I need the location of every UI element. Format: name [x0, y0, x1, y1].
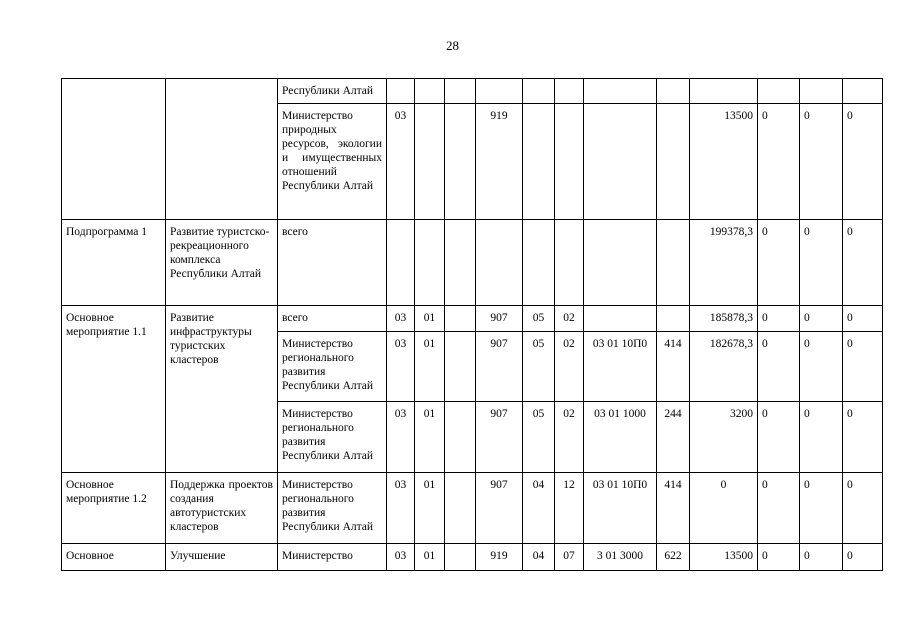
program-code-cell: 03 — [387, 473, 415, 544]
subprogram-code-cell: 01 — [415, 473, 445, 544]
value-cell: 0 — [800, 402, 843, 473]
target-article-cell: 03 01 10П0 — [584, 332, 657, 402]
grbs-cell: 919 — [476, 544, 523, 571]
table-cell — [758, 79, 800, 104]
value-cell: 0 — [843, 473, 883, 544]
expense-type-cell: 244 — [657, 402, 690, 473]
target-article-cell: 03 01 1000 — [584, 402, 657, 473]
section-cell — [523, 220, 555, 306]
program-code-cell: 03 — [387, 104, 415, 220]
grbs-cell: 907 — [476, 473, 523, 544]
event-code-cell — [445, 104, 476, 220]
table-cell — [415, 79, 445, 104]
table-cell — [166, 79, 278, 220]
target-article-cell — [584, 306, 657, 332]
subsection-cell: 12 — [555, 473, 584, 544]
subprogram-code-cell: 01 — [415, 544, 445, 571]
table-row — [62, 220, 883, 306]
name-cell: Улучшение — [166, 544, 278, 571]
section-cell: 05 — [523, 306, 555, 332]
status-cell: Основное мероприятие 1.2 — [62, 473, 166, 544]
expense-type-cell: 622 — [657, 544, 690, 571]
subprogram-code-cell: 01 — [415, 402, 445, 473]
grbs-cell: 907 — [476, 402, 523, 473]
table-cell — [657, 79, 690, 104]
grbs-cell: 907 — [476, 306, 523, 332]
table-cell — [387, 79, 415, 104]
amount-cell: 199378,3 — [690, 220, 758, 306]
section-cell: 04 — [523, 544, 555, 571]
value-cell: 0 — [758, 306, 800, 332]
expense-type-cell: 414 — [657, 473, 690, 544]
event-code-cell — [445, 332, 476, 402]
table-cell — [445, 79, 476, 104]
expense-type-cell — [657, 220, 690, 306]
value-cell: 0 — [758, 402, 800, 473]
table-cell — [690, 79, 758, 104]
table-cell — [62, 79, 166, 220]
status-cell: Подпрограмма 1 — [62, 220, 166, 306]
table-cell — [476, 79, 523, 104]
subsection-cell: 02 — [555, 306, 584, 332]
status-cell: Основное мероприятие 1.1 — [62, 306, 166, 473]
executor-cell: Министерство регионального развития Республики Алтай — [278, 332, 387, 402]
event-code-cell — [445, 220, 476, 306]
event-code-cell — [445, 306, 476, 332]
executor-cell: Министерство природных ресурсов, экологии и имущественных отношений Республики Алтай — [278, 104, 387, 220]
name-cell: Развитие инфраструктуры туристских кластеров — [166, 306, 278, 473]
grbs-cell: 907 — [476, 332, 523, 402]
grbs-cell — [476, 220, 523, 306]
expense-type-cell: 414 — [657, 332, 690, 402]
value-cell: 0 — [758, 104, 800, 220]
table-cell — [523, 79, 555, 104]
table-cell — [800, 79, 843, 104]
executor-cell: Республики Алтай — [278, 79, 387, 104]
subsection-cell: 02 — [555, 402, 584, 473]
value-cell: 0 — [843, 332, 883, 402]
value-cell: 0 — [800, 306, 843, 332]
value-cell: 0 — [758, 544, 800, 571]
value-cell: 0 — [800, 544, 843, 571]
table-row — [62, 79, 883, 104]
value-cell: 0 — [758, 220, 800, 306]
budget-table — [61, 78, 883, 571]
section-cell: 04 — [523, 473, 555, 544]
program-code-cell — [387, 220, 415, 306]
page-number: 28 — [446, 38, 459, 53]
subprogram-code-cell — [415, 220, 445, 306]
table-row — [62, 544, 883, 571]
subsection-cell: 07 — [555, 544, 584, 571]
subprogram-code-cell — [415, 104, 445, 220]
value-cell: 0 — [843, 544, 883, 571]
grbs-cell: 919 — [476, 104, 523, 220]
target-article-cell — [584, 104, 657, 220]
program-code-cell: 03 — [387, 332, 415, 402]
table-cell — [584, 79, 657, 104]
name-cell: Развитие туристско-рекреационного комплекса Республики Алтай — [166, 220, 278, 306]
value-cell: 0 — [843, 306, 883, 332]
program-code-cell: 03 — [387, 544, 415, 571]
executor-cell: всего — [278, 306, 387, 332]
value-cell: 0 — [800, 220, 843, 306]
amount-cell: 3200 — [690, 402, 758, 473]
amount-cell: 13500 — [690, 544, 758, 571]
value-cell: 0 — [800, 104, 843, 220]
executor-cell: Министерство регионального развития Республики Алтай — [278, 473, 387, 544]
value-cell: 0 — [800, 473, 843, 544]
value-cell: 0 — [843, 220, 883, 306]
program-code-cell: 03 — [387, 306, 415, 332]
target-article-cell — [584, 220, 657, 306]
event-code-cell — [445, 473, 476, 544]
table-row — [62, 306, 883, 332]
table-cell — [843, 79, 883, 104]
event-code-cell — [445, 544, 476, 571]
subprogram-code-cell: 01 — [415, 306, 445, 332]
amount-cell: 182678,3 — [690, 332, 758, 402]
name-cell: Поддержка проектов создания автотуристских кластеров — [166, 473, 278, 544]
table-cell — [555, 79, 584, 104]
subsection-cell: 02 — [555, 332, 584, 402]
amount-cell: 0 — [690, 473, 758, 544]
subsection-cell — [555, 220, 584, 306]
subprogram-code-cell: 01 — [415, 332, 445, 402]
value-cell: 0 — [843, 402, 883, 473]
executor-cell: всего — [278, 220, 387, 306]
table-row — [62, 473, 883, 544]
section-cell — [523, 104, 555, 220]
event-code-cell — [445, 402, 476, 473]
amount-cell: 185878,3 — [690, 306, 758, 332]
value-cell: 0 — [758, 473, 800, 544]
executor-cell: Министерство — [278, 544, 387, 571]
value-cell: 0 — [843, 104, 883, 220]
status-cell: Основное — [62, 544, 166, 571]
executor-cell: Министерство регионального развития Республики Алтай — [278, 402, 387, 473]
target-article-cell: 03 01 10П0 — [584, 473, 657, 544]
subsection-cell — [555, 104, 584, 220]
value-cell: 0 — [758, 332, 800, 402]
target-article-cell: 3 01 3000 — [584, 544, 657, 571]
program-code-cell: 03 — [387, 402, 415, 473]
value-cell: 0 — [800, 332, 843, 402]
section-cell: 05 — [523, 332, 555, 402]
expense-type-cell — [657, 306, 690, 332]
expense-type-cell — [657, 104, 690, 220]
section-cell: 05 — [523, 402, 555, 473]
amount-cell: 13500 — [690, 104, 758, 220]
